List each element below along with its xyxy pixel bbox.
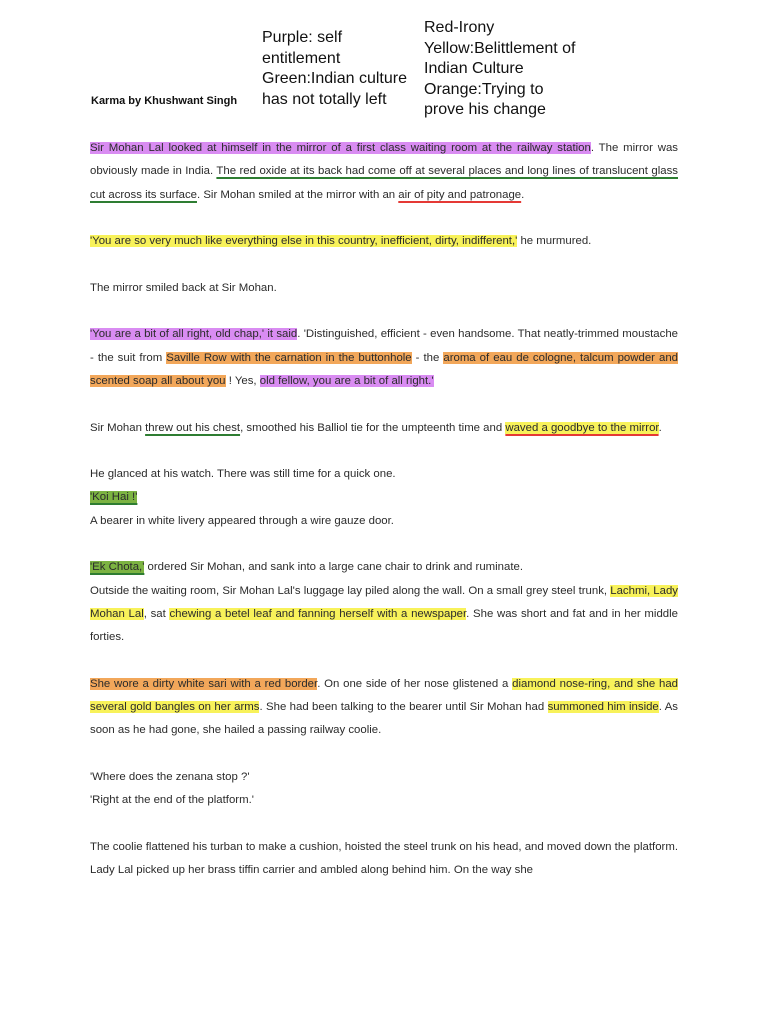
highlight-yellow: Lachmi, Lady Mohan Lal: [90, 584, 679, 620]
text-span: Outside the waiting room, Sir Mohan Lal's luggage lay piled along the wall. On a small grey steel trunk,: [90, 584, 611, 597]
paragraph-10: The coolie flattened his turban to make a cushion, hoisted the steel trunk on his head, and moved down the platform. Lady Lal picked up her brass tiffin carrier and ambled along behind him. On the way she: [90, 840, 678, 877]
document-title: Karma by Khushwant Singh: [91, 95, 238, 107]
highlight-yellow: diamond nose-ring, and she had several gold bangles on her arms: [90, 677, 678, 714]
paragraph-5: [90, 417, 678, 440]
text-span: . She had been talking to the bearer until Sir Mohan had: [259, 701, 548, 714]
text-span: .: [521, 188, 525, 201]
highlight-orange: aroma of eau de cologne, talcum powder and scented soap all about you: [90, 351, 678, 387]
highlight-yellow-underline-red: waved a goodbye to the mirror: [505, 421, 659, 434]
text-span: he murmured.: [517, 235, 592, 248]
highlight-yellow: chewing a betel leaf and fanning herself with a newspaper: [169, 607, 467, 620]
text-span: . 'Distinguished, efficient - even handsome. That neatly-trimmed moustache - the suit from: [90, 328, 679, 364]
highlight-purple: Sir Mohan Lal looked at himself in the mirror of a first class waiting room at the railway station: [90, 142, 591, 154]
paragraph-3: The mirror smiled back at Sir Mohan.: [90, 281, 277, 294]
text-span: , smoothed his Balliol tie for the umpteenth time and: [240, 421, 506, 434]
text-span: .: [658, 421, 662, 434]
paragraph-4: [90, 323, 678, 393]
paragraph-9b: 'Right at the end of the platform.': [90, 794, 254, 807]
legend-left: Purple: self entitlement Green:Indian culture has not totally left: [262, 29, 407, 108]
text-span: Sir Mohan: [90, 421, 146, 434]
paragraph-6a: He glanced at his watch. There was still time for a quick one.: [90, 468, 396, 481]
highlight-green: 'Ek Chota,': [90, 561, 145, 574]
underline-green: threw out his chest: [145, 421, 241, 434]
paragraph-1: [90, 137, 678, 207]
paragraph-9a: 'Where does the zenana stop ?': [90, 771, 250, 784]
text-span: . On one side of her nose glistened a: [317, 677, 513, 690]
paragraph-7b: [90, 580, 678, 650]
text-span: - the: [411, 351, 444, 364]
text-span: . Sir Mohan smiled at the mirror with an: [196, 188, 399, 201]
text-span: . The mirror was obviously made in India.: [90, 142, 678, 178]
text-span: . She was short and fat and in her middle forties.: [90, 607, 678, 644]
highlight-orange: She wore a dirty white sari with a red border: [90, 677, 318, 690]
paragraph-8: [90, 673, 678, 743]
legend-right: Red-Irony Yellow:Belittlement of Indian Culture Orange:Trying to prove his change: [424, 19, 576, 118]
highlight-orange: Saville Row with the carnation in the buttonhole: [166, 351, 412, 364]
underline-green: The red oxide at its back had come off at several places and long lines of translucent glass cut across its surface: [90, 165, 678, 201]
highlight-yellow: summoned him inside: [547, 701, 659, 714]
text-span: , sat: [143, 607, 170, 620]
paragraph-7a: [90, 556, 678, 579]
highlight-purple: 'You are a bit of all right, old chap,' it said: [90, 328, 298, 341]
paragraph-2: [90, 230, 678, 253]
highlight-green: 'Koi Hai !': [90, 491, 138, 504]
underline-red: air of pity and patronage: [398, 188, 522, 201]
story-text: [90, 137, 678, 883]
highlight-yellow: 'You are so very much like everything else in this country, inefficient, dirty, indifferent,': [90, 235, 518, 248]
text-span: . As soon as he had gone, she hailed a passing railway coolie.: [90, 701, 678, 737]
paragraph-6c: A bearer in white livery appeared through a wire gauze door.: [90, 514, 394, 527]
text-span: ordered Sir Mohan, and sank into a large cane chair to drink and ruminate.: [144, 561, 524, 574]
highlight-purple: old fellow, you are a bit of all right.': [259, 374, 434, 387]
paragraph-6b: [90, 486, 678, 509]
text-span: ! Yes,: [225, 374, 260, 387]
